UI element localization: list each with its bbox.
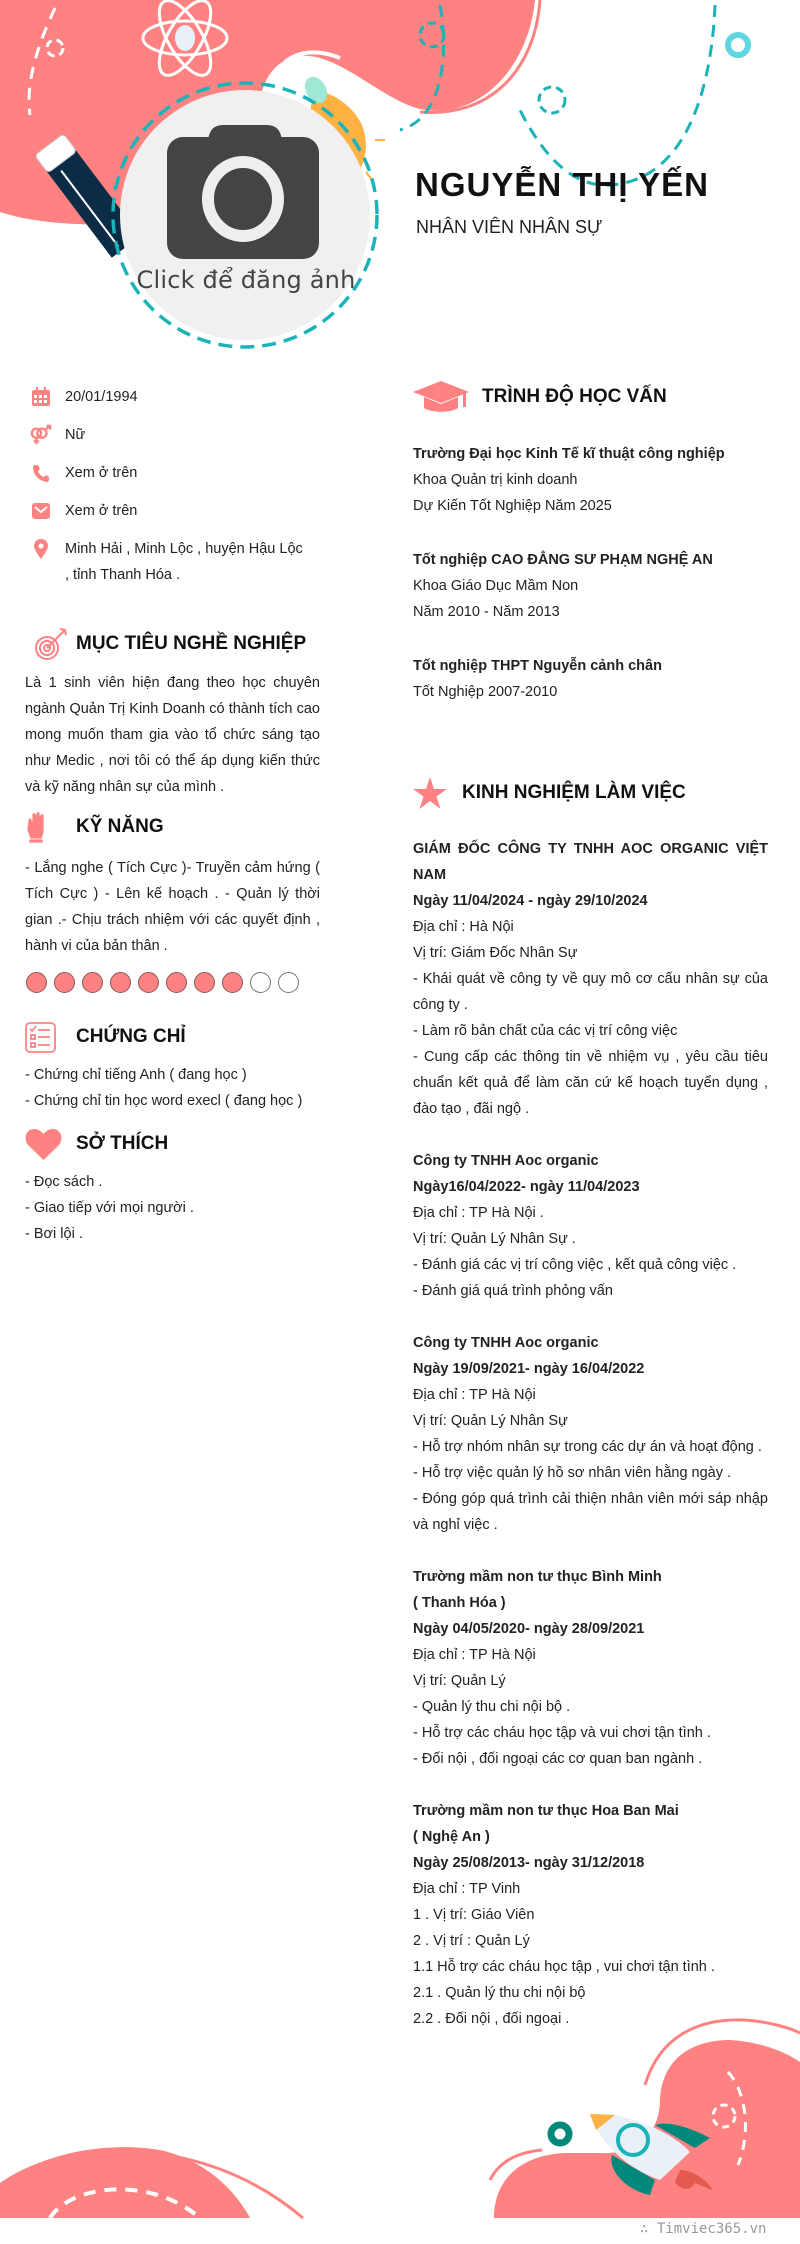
experience-entry-heading: ( Nghệ An )	[413, 1829, 490, 1845]
hobby-item: - Giao tiếp với mọi người .	[25, 1200, 194, 1216]
skills-title: KỸ NĂNG	[76, 816, 164, 837]
watermark: ∴ Timviec365.vn	[640, 2221, 767, 2237]
rating-dot-filled	[110, 972, 131, 993]
experience-entry-line: - Hỗ trợ các cháu học tập và vui chơi tận tình .	[413, 1725, 711, 1741]
experience-entry-line: Địa chỉ : TP Hà Nội .	[413, 1205, 544, 1221]
contact-info	[30, 384, 330, 600]
skills-header	[25, 811, 164, 843]
education-entry	[413, 441, 768, 519]
birthday-value: 20/01/1994	[65, 389, 138, 405]
education-entry-line: Khoa Giáo Dục Mầm Non	[413, 578, 579, 594]
hand-icon	[25, 811, 76, 843]
contact-phone	[30, 460, 330, 486]
experience-entry	[413, 836, 768, 1122]
gender-icon	[30, 422, 52, 448]
education-entry-line: Khoa Quản trị kinh doanh	[413, 472, 578, 488]
experience-entry-heading: Ngày 19/09/2021- ngày 16/04/2022	[413, 1361, 645, 1377]
location-icon	[30, 536, 52, 562]
experience-entry-line: 2 . Vị trí : Quản Lý	[413, 1933, 530, 1949]
contact-birthday	[30, 384, 330, 410]
certificate-item: - Chứng chỉ tin học word execl ( đang học )	[25, 1093, 303, 1109]
education-entry-line: Năm 2010 - Năm 2013	[413, 604, 560, 620]
rating-dot-filled	[138, 972, 159, 993]
certificate-item: - Chứng chỉ tiếng Anh ( đang học )	[25, 1067, 247, 1083]
experience-entry-heading: Trường mầm non tư thục Hoa Ban Mai	[413, 1803, 679, 1819]
experience-entry-line: - Đánh giá các vị trí công việc , kết quả công việc .	[413, 1257, 737, 1273]
hobby-item: - Đọc sách .	[25, 1174, 103, 1190]
education-entry	[413, 653, 768, 705]
education-entry-heading: Trường Đại học Kinh Tế kĩ thuật công nghiệp	[413, 446, 725, 462]
experience-entry	[413, 1330, 768, 1538]
experience-entry-line: - Đánh giá quá trình phỏng vấn	[413, 1283, 613, 1299]
email-icon	[30, 498, 52, 524]
footer-decoration	[0, 2000, 800, 2244]
experience-entry-line: Địa chỉ : Hà Nội	[413, 919, 514, 935]
experience-entry-heading: Ngày16/04/2022- ngày 11/04/2023	[413, 1179, 640, 1195]
candidate-name: NGUYỄN THỊ YẾN	[415, 166, 709, 203]
contact-address	[30, 536, 330, 588]
contact-email	[30, 498, 330, 524]
rating-dot-filled	[54, 972, 75, 993]
phone-value: Xem ở trên	[65, 465, 138, 481]
education-entry-heading: Tốt nghiệp THPT Nguyễn cảnh chân	[413, 658, 662, 674]
target-icon	[25, 627, 76, 661]
ring-icon	[728, 35, 748, 55]
experience-entry-heading: Ngày 11/04/2024 - ngày 29/10/2024	[413, 893, 648, 909]
email-value: Xem ở trên	[65, 503, 138, 519]
hobbies-title: SỞ THÍCH	[76, 1133, 169, 1154]
upload-photo-label[interactable]: Click để đăng ảnh	[136, 266, 356, 294]
experience-entry-line: 2.1 . Quản lý thu chi nội bộ	[413, 1985, 586, 2001]
experience-entry-heading: GIÁM ĐỐC CÔNG TY TNHH AOC ORGANIC VIỆT NAM	[413, 841, 768, 883]
certificates-title: CHỨNG CHỈ	[76, 1026, 186, 1047]
objective-header	[25, 628, 306, 660]
experience-entry-heading: Trường mầm non tư thục Bình Minh	[413, 1569, 662, 1585]
experience-entry-heading: Ngày 04/05/2020- ngày 28/09/2021	[413, 1621, 645, 1637]
experience-entry	[413, 1798, 768, 2032]
hobby-item: - Bơi lội .	[25, 1226, 83, 1242]
experience-entry	[413, 1564, 768, 1772]
hobbies-list	[25, 1169, 194, 1247]
experience-entry-line: - Hỗ trợ nhóm nhân sự trong các dự án và hoạt động .	[413, 1439, 762, 1455]
experience-list	[413, 836, 768, 2058]
experience-entry-line: Vị trí: Giám Đốc Nhân Sự	[413, 945, 578, 961]
gender-value: Nữ	[65, 427, 86, 443]
phone-icon	[30, 460, 52, 486]
experience-entry	[413, 1148, 768, 1304]
experience-entry-line: - Hỗ trợ việc quản lý hồ sơ nhân viên hằng ngày .	[413, 1465, 732, 1481]
certificates-list	[25, 1062, 302, 1114]
experience-title: KINH NGHIỆM LÀM VIỆC	[462, 782, 686, 803]
experience-entry-line: - Cung cấp các thông tin về nhiệm vụ , yêu cầu tiêu chuẩn kết quả để làm căn cứ kế hoạch tuyển dụng , đào tạo , đãi ngộ .	[413, 1049, 768, 1117]
experience-entry-heading: Công ty TNHH Aoc organic	[413, 1335, 599, 1351]
experience-entry-line: - Đóng góp quá trình cải thiện nhân viên mới sáp nhập và nghỉ việc .	[413, 1491, 768, 1533]
checklist-icon	[25, 1022, 76, 1053]
rating-dot-filled	[194, 972, 215, 993]
education-header	[413, 381, 667, 413]
rating-dot-empty	[250, 972, 271, 993]
objective-text: Là 1 sinh viên hiện đang theo học chuyên ngành Quản Trị Kinh Doanh có thành tích cao mong muốn tham gia vào tổ chức sáng tạo như Medic , nơi tôi có thể áp dụng kiến thức và kỹ năng nhân sự của mình .	[25, 675, 320, 795]
skill-rating	[26, 972, 306, 993]
education-entry	[413, 547, 768, 625]
experience-entry-line: - Làm rõ bản chất của các vị trí công việc	[413, 1023, 678, 1039]
graduation-cap-icon	[413, 381, 482, 413]
skills-text: - Lắng nghe ( Tích Cực )- Truyền cảm hứng ( Tích Cực ) - Lên kế hoạch . - Quản lý thời gian .- Chịu trách nhiệm với các quyết định , hành vi của bản thân .	[25, 860, 320, 954]
education-entry-line: Dự Kiến Tốt Nghiệp Năm 2025	[413, 498, 612, 514]
experience-entry-heading: ( Thanh Hóa )	[413, 1595, 506, 1611]
experience-entry-heading: Công ty TNHH Aoc organic	[413, 1153, 599, 1169]
experience-entry-line: Địa chỉ : TP Vinh	[413, 1881, 521, 1897]
experience-entry-line: - Khái quát về công ty về quy mô cơ cấu nhân sự của công ty .	[413, 971, 768, 1013]
experience-entry-line: Vị trí: Quản Lý	[413, 1673, 506, 1689]
address-value: Minh Hải , Minh Lộc , huyện Hậu Lộc , tỉnh Thanh Hóa .	[65, 541, 303, 583]
experience-entry-line: Địa chỉ : TP Hà Nội	[413, 1387, 536, 1403]
star-icon	[413, 777, 462, 809]
experience-entry-line: Địa chỉ : TP Hà Nội	[413, 1647, 536, 1663]
experience-entry-heading: Ngày 25/08/2013- ngày 31/12/2018	[413, 1855, 645, 1871]
rating-dot-filled	[26, 972, 47, 993]
rating-dot-empty	[278, 972, 299, 993]
camera-icon[interactable]	[167, 125, 319, 259]
experience-entry-line: - Quản lý thu chi nội bộ .	[413, 1699, 571, 1715]
contact-gender	[30, 422, 330, 448]
rating-dot-filled	[166, 972, 187, 993]
job-title: NHÂN VIÊN NHÂN SỰ	[416, 217, 603, 237]
education-list	[413, 441, 768, 733]
rating-dot-filled	[222, 972, 243, 993]
certificates-header	[25, 1021, 186, 1053]
experience-entry-line: 1 . Vị trí: Giáo Viên	[413, 1907, 535, 1923]
education-entry-heading: Tốt nghiệp CAO ĐẲNG SƯ PHẠM NGHỆ AN	[413, 552, 713, 568]
calendar-icon	[30, 384, 52, 410]
education-entry-line: Tốt Nghiệp 2007-2010	[413, 684, 558, 700]
hobbies-header	[25, 1128, 168, 1160]
experience-entry-line: Vị trí: Quản Lý Nhân Sự	[413, 1413, 568, 1429]
objective-title: MỤC TIÊU NGHỀ NGHIỆP	[76, 633, 307, 654]
pink-blob-left	[0, 2147, 250, 2218]
experience-entry-line: - Đối nội , đối ngoại các cơ quan ban ngành .	[413, 1751, 703, 1767]
experience-entry-line: Vị trí: Quản Lý Nhân Sự .	[413, 1231, 576, 1247]
rating-dot-filled	[82, 972, 103, 993]
experience-entry-line: 1.1 Hỗ trợ các cháu học tập , vui chơi tận tình .	[413, 1959, 715, 1975]
heart-icon	[25, 1128, 76, 1160]
experience-header	[413, 777, 686, 809]
education-title: TRÌNH ĐỘ HỌC VẤN	[482, 386, 667, 407]
experience-entry-line: 2.2 . Đối nội , đối ngoại .	[413, 2011, 570, 2027]
